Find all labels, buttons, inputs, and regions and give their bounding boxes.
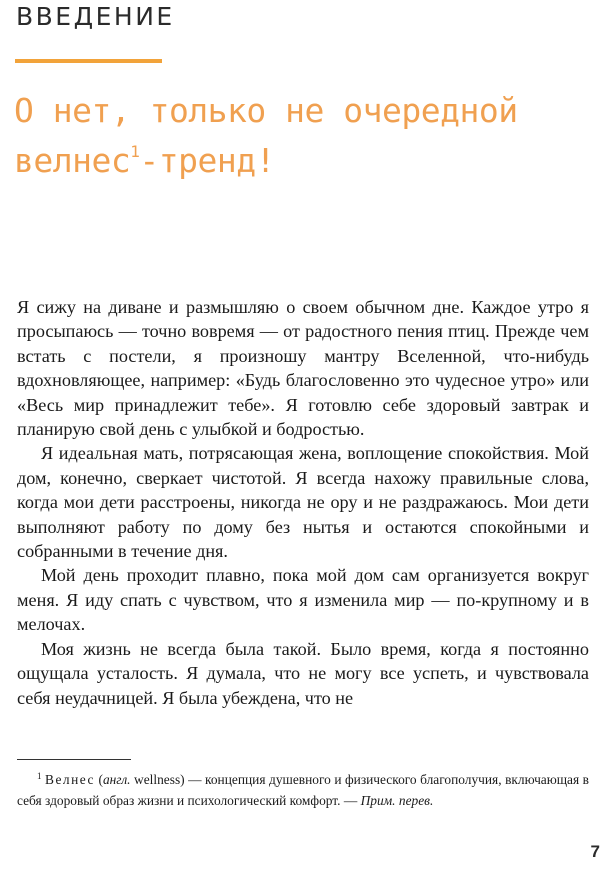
paragraph: Я сижу на диване и размышляю о своем обычном дне. Каждое утро я просыпаюсь — точно вовремя — от радостного пения птиц. Прежде чем встать с постели, я произношу мантру Вселенной, что-нибудь вдохновляющее, например: «Будь благословенно это чудесное утро» или «Весь мир принадлежит тебе». Я готовлю себе здоровый завтрак и планирую свой день с улыбкой и бодростью. (17, 297, 589, 440)
page-number: 7 (590, 842, 600, 861)
chapter-title (14, 86, 599, 186)
footnote-lang: англ. (102, 772, 131, 787)
footnote-original: wellness (134, 772, 181, 787)
chapter-title-text: О нет, только не очередной велнес (14, 91, 518, 180)
body-text (17, 295, 589, 710)
chapter-title-text-end: -тренд! (139, 141, 275, 180)
paragraph: Моя жизнь не всегда была такой. Было время, когда я постоянно ощущала усталость. Я думала, что не могу все успеть, и чувствовала себя неудачницей. Я была убеждена, что не (17, 638, 589, 708)
section-label: ВВЕДЕНИЕ (16, 2, 175, 31)
paragraph: Я идеальная мать, потрясающая жена, воплощение спокойствия. Мой дом, конечно, сверкает чистотой. Я всегда нахожу правильные слова, когда мои дети расстроены, никогда не ору и не раздражаюсь. Мои дети выполняют работу по дому без нытья и остаются спокойными и собранными в течение дня. (17, 443, 589, 562)
footnote-marker: 1 (37, 771, 42, 781)
footnote-text: ) — концепция душевного и физического благополучия, включающая в себя здоровый образ жизни и психологический комфорт. — (17, 772, 589, 808)
paragraph: Мой день проходит плавно, пока мой дом сам организуется вокруг меня. Я иду спать с чувством, что я изменила мир — по-крупному и в мелочах. (17, 565, 589, 635)
footnote: $^1$ Велнес (англ. wellness) — концепция душевного и физического благополучия, включающая в себя здоровый образ жизни и психологический комфорт. — Прим. перев. (17, 771, 589, 808)
footnote-divider (17, 759, 131, 760)
footnote-note: Прим. перев. (360, 792, 434, 808)
section-accent-rule (15, 59, 162, 63)
footnote-ref: 1 (130, 142, 140, 161)
footnote-term: Велнес (45, 772, 95, 787)
